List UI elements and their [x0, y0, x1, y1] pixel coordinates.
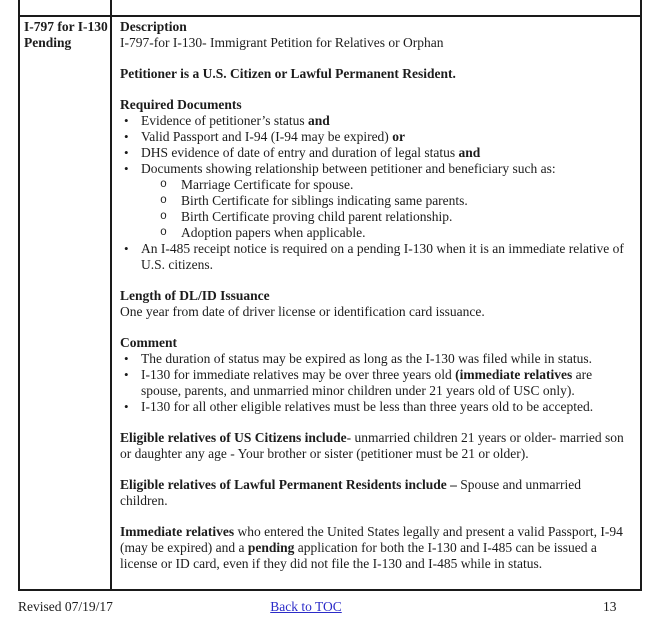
- bullet-marker-icon: •: [124, 129, 129, 144]
- blank-line: [120, 415, 630, 430]
- text-run-bold: or: [392, 129, 405, 144]
- bullet-text: [181, 177, 630, 193]
- bullet-text: [141, 113, 630, 129]
- footer-revised-date: Revised 07/19/17: [18, 599, 113, 614]
- bullet-text: [181, 225, 630, 241]
- text-run: I-130 for immediate relatives may be over three years old: [141, 367, 456, 382]
- description-cell: [112, 17, 640, 589]
- bullet-item: [120, 351, 630, 367]
- section-heading: [120, 97, 630, 113]
- bullet-text: [141, 145, 630, 161]
- text-run: application for both the I-130 and I-485 can be issued a license or ID card, even if they did not file the I-130 and I-485 while in status.: [120, 540, 597, 571]
- bullet-text: [141, 399, 630, 415]
- text-run: An I-485 receipt notice is required on a pending I-130 when it is an immediate relative of U.S. citizens.: [141, 241, 624, 272]
- text-run: Marriage Certificate for spouse.: [181, 177, 354, 192]
- bullet-text: [181, 193, 630, 209]
- section-heading: [120, 288, 630, 304]
- bullet-item: [120, 129, 630, 145]
- text-run-bold: Length of DL/ID Issuance: [120, 288, 270, 303]
- row-header-line1: I-797 for I-130: [24, 19, 108, 34]
- blank-line: [120, 51, 630, 66]
- blank-line: [120, 82, 630, 97]
- text-run-bold: Immediate relatives: [120, 524, 235, 539]
- section-heading: [120, 335, 630, 351]
- text-run-bold: Eligible relatives of US Citizens include: [120, 430, 347, 445]
- paragraph: [120, 430, 630, 462]
- sub-bullet-marker-icon: o: [160, 194, 167, 207]
- row-header-cell: [20, 17, 112, 589]
- bullet-marker-icon: •: [124, 241, 129, 256]
- text-run: Valid Passport and I-94 (I-94 may be expired): [141, 129, 393, 144]
- bullet-text: [141, 241, 630, 273]
- text-run: Evidence of petitioner’s status: [141, 113, 308, 128]
- text-run: Adoption papers when applicable.: [181, 225, 366, 240]
- sub-bullet-marker-icon: o: [160, 226, 167, 239]
- text-run: Birth Certificate proving child parent relationship.: [181, 209, 453, 224]
- bullet-item: [120, 399, 630, 415]
- paragraph: [120, 66, 630, 82]
- bullet-marker-icon: •: [124, 113, 129, 128]
- text-run-bold: Description: [120, 19, 187, 34]
- bullet-text: [141, 161, 630, 177]
- text-run-bold: Eligible relatives of Lawful Permanent Residents include –: [120, 477, 457, 492]
- blank-line: [120, 462, 630, 477]
- bullet-marker-icon: •: [124, 351, 129, 366]
- bullet-text: [141, 129, 630, 145]
- bullet-text: [141, 351, 630, 367]
- bullet-text: [181, 209, 630, 225]
- footer-toc-container: [0, 599, 612, 615]
- text-run: - unmarried children 21 years or older- married son or daughter any age - Your brother or sister (petitioner must be 21 or older).: [120, 430, 624, 461]
- text-run-bold: (immediate relatives: [455, 367, 573, 382]
- text-run: Spouse and unmarried children.: [120, 477, 581, 508]
- sub-bullet-marker-icon: o: [160, 178, 167, 191]
- table-main-row: [20, 17, 640, 589]
- text-run: DHS evidence of date of entry and duration of legal status: [141, 145, 459, 160]
- text-run-bold: Required Documents: [120, 97, 242, 112]
- bullet-marker-icon: •: [124, 367, 129, 382]
- paragraph: [120, 477, 630, 509]
- text-run: One year from date of driver license or identification card issuance.: [120, 304, 485, 319]
- text-run: I-797-for I-130- Immigrant Petition for Relatives or Orphan: [120, 35, 444, 50]
- section-heading: [120, 19, 630, 35]
- sub-bullet-item: [120, 193, 630, 209]
- bullet-item: [120, 241, 630, 273]
- sub-bullet-item: [120, 209, 630, 225]
- text-run: The duration of status may be expired as long as the I-130 was filed while in status.: [141, 351, 593, 366]
- bullet-text: [141, 367, 630, 399]
- bullet-item: [120, 161, 630, 177]
- text-run: I-130 for all other eligible relatives must be less than three years old to be accepted.: [141, 399, 594, 414]
- sub-bullet-item: [120, 225, 630, 241]
- bullet-item: [120, 145, 630, 161]
- bullet-item: [120, 367, 630, 399]
- text-run: who entered the United States legally and present a valid Passport, I-94 (may be expired) and a: [120, 524, 623, 555]
- table-empty-row: [20, 0, 640, 17]
- paragraph: [120, 304, 630, 320]
- text-run-bold: and: [307, 113, 330, 128]
- row-header-line2: Pending: [24, 35, 72, 50]
- text-run-bold: and: [458, 145, 481, 160]
- bullet-item: [120, 113, 630, 129]
- empty-row-right-cell: [112, 0, 640, 15]
- bullet-marker-icon: •: [124, 145, 129, 160]
- footer-page-number: 13: [603, 599, 617, 614]
- blank-line: [120, 509, 630, 524]
- text-run-bold: pending: [247, 540, 295, 555]
- paragraph: [120, 35, 630, 51]
- blank-line: [120, 320, 630, 335]
- blank-line: [120, 273, 630, 288]
- reference-table: [18, 0, 642, 591]
- text-run-bold: Petitioner is a U.S. Citizen or Lawful Permanent Resident.: [120, 66, 456, 81]
- text-run: Documents showing relationship between petitioner and beneficiary such as:: [141, 161, 556, 176]
- bullet-marker-icon: •: [124, 161, 129, 176]
- text-run-bold: Comment: [120, 335, 177, 350]
- sub-bullet-marker-icon: o: [160, 210, 167, 223]
- bullet-marker-icon: •: [124, 399, 129, 414]
- text-run: Birth Certificate for siblings indicating same parents.: [181, 193, 468, 208]
- text-run: are spouse, parents, and unmarried minor children under 21 years old of USC only).: [141, 367, 593, 398]
- back-to-toc-link[interactable]: Back to TOC: [270, 599, 342, 614]
- empty-row-left-cell: [20, 0, 112, 15]
- paragraph: [120, 524, 630, 572]
- sub-bullet-item: [120, 177, 630, 193]
